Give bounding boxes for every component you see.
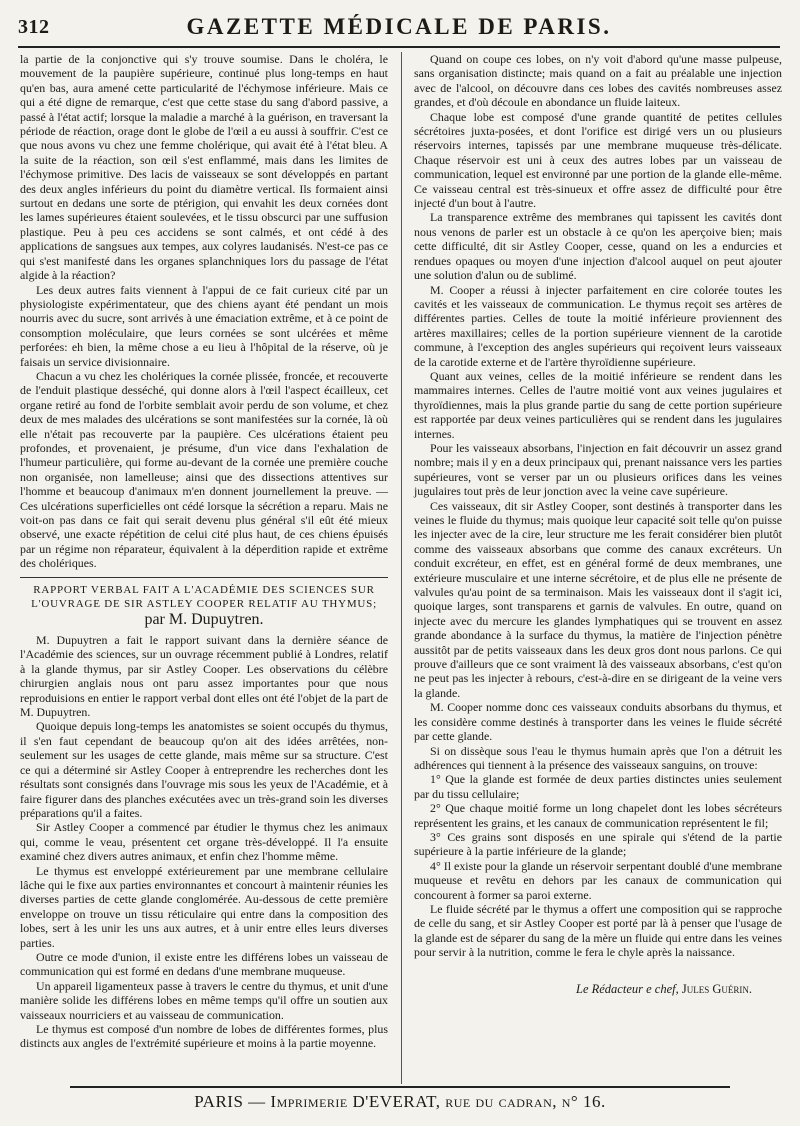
- paragraph: la partie de la conjonctive qui s'y trouve soumise. Dans le choléra, le mouvement de la paupière supérieure, continué plus long-temps en haut qu'en bas, aura amené cette particularité de l'échymose inférieure. Mais ce qui a été digne de remarque, c'est que cette stase du sang d'abord passive, a passé à l'état actif; lorsque la maladie a marché à la guérison, en traversant la période de réaction, orage dont le globe de l'œil a eu aussi à souffrir. C'est ce que nous avons vu chez une femme cholérique, qui avait été à l'état bleu. A la suite de la réaction, son œil s'est enflammé, mais dans les limites de l'échymose primitive. Des lacis de vaisseaux se sont développés en partant des deux angles inférieurs du point du diamètre vertical. Ils formaient ainsi surtout en dedans une sorte de ptérigion, qui envahit les deux cornées dont les lames supérieures étaient soulevées, et le tissu obscurci par une suffusion plastique. Peu à peu ces accidens se sont calmés, et ont cédé à des applications de sangsues aux tempes, aux colyres laudanisés. N'est-ce pas ce qui s'est manifesté dans les organes splanchniques lors du passage de l'état algide à la réaction?: [20, 52, 388, 283]
- imprint-footer: [0, 1092, 800, 1112]
- paragraph: M. Cooper nomme donc ces vaisseaux conduits absorbans du thymus, et les considère comme destinés à transporter dans les veines le fluide sécrété par cette glande.: [414, 700, 782, 744]
- signature-name: Jules Guérin.: [681, 981, 752, 996]
- paragraph: Quand on coupe ces lobes, on n'y voit d'abord qu'une masse pulpeuse, sans organisation distincte; mais quand on a fait au préalable une injection avec de l'alcool, on découvre dans ces lobes des cavités nombreuses assez grandes, et d'où découle en abondance un fluide laiteux.: [414, 52, 782, 110]
- editor-signature: [414, 982, 782, 996]
- article-separator: [20, 577, 388, 578]
- footer-address: rue du cadran, n° 16.: [440, 1092, 606, 1111]
- list-item: 2° Que chaque moitié forme un long chapelet dont les lobes sécréteurs représentent les grains, et les canaux de communication représentent le fil;: [414, 801, 782, 830]
- right-column: [414, 52, 782, 996]
- paragraph: Quoique depuis long-temps les anatomistes se soient occupés du thymus, il s'en faut cependant de beaucoup qu'on ait des idées arrêtées, non-seulement sur les usages de cette glande, mais même sur sa structure. C'est ce qui a déterminé sir Astley Cooper à entreprendre les recherches dont les résultats sont consignés dans l'ouvrage mis sous les yeux de l'Académie, et à faire figurer dans des planches exécutées avec un très-grand soin les diverses préparations qu'il a faites.: [20, 719, 388, 820]
- paragraph: Un appareil ligamenteux passe à travers le centre du thymus, et unit d'une manière solide les différens lobes en même temps qu'il offre un soutien aux vaisseaux nourriciers et au vaisseau de communication.: [20, 978, 388, 1022]
- footer-dash: —: [243, 1092, 271, 1111]
- list-item: 4° Il existe pour la glande un réservoir serpentant doublé d'une membrane muqueuse et revêtu en dehors par les canaux de communication qui concourent à former sa paroi externe.: [414, 858, 782, 902]
- journal-title: GAZETTE MÉDICALE DE PARIS.: [186, 14, 612, 39]
- paragraph: Chacun a vu chez les cholériques la cornée plissée, froncée, et recouverte de l'enduit plastique desséché, qui donne alors à l'œil l'aspect écailleux, cet organe retiré au fond de l'orbite semblait avoir perdu de son volume, et chez deux de mes malades des ulcérations se sont manifestées sur la cornée, là où elle n'était pas recouverte par la paupière. Ces ulcérations étaient peu profondes, et provenaient, je présume, d'un vice dans l'exhalation de l'humeur particulière, qui forme au-devant de la cornée une première couche non organisée, non lamelleuse; ainsi que des dissections attentives sur l'homme et beaucoup d'animaux m'en donnent journellement la preuve. — Ces ulcérations superficielles ont cédé lorsque la sécrétion a reparu. Mais ne voit-on pas dans ce fait qui serait devenu plus général s'il eût été mieux observé, une exacte répétition de celui cité plus haut, de ces chiens épuisés par un régime non réparateur, équivalent à la déperdition rapide et extrême des cholériques.: [20, 368, 388, 571]
- article-byline: par M. Dupuytren.: [144, 610, 264, 628]
- paragraph: M. Cooper a réussi à injecter parfaitement en cire colorée toutes les cavités et les vaisseaux de communication. Le thymus reçoit ses artères de différentes parties. Celles de toute la moitié inférieure proviennent des artères maxillaires; celles de la portion supérieure viennent de la carotide commune, à l'exception des angles supérieurs qui reçoivent leurs vaisseaux de la carotide externe et de l'artère thyroïdienne supérieure.: [414, 282, 782, 369]
- paragraph: Chaque lobe est composé d'une grande quantité de petites cellules sécrétoires juxta-posées, et dont l'orifice est dirigé vers un ou plusieurs réservoirs internes, tapissés par une membrane muqueuse très-délicate. Chaque réservoir est uni à ceux des autres lobes par un vaisseau de communication, lequel est environné par une portion de la glande elle-même. Ce vaisseau central est très-sinueux et offre assez de difficulté pour être injecté d'un bout à l'autre.: [414, 109, 782, 211]
- paragraph: M. Dupuytren a fait le rapport suivant dans la dernière séance de l'Académie des sciences, sur un ouvrage récemment publié à Londres, relatif à la glande thymus, par sir Astley Cooper. Les observations du célèbre chirurgien anglais nous ont paru assez importantes pour que nous reproduisions en entier le rapport verbal dont elles ont été l'objet de la part de M. Dupuytren.: [20, 633, 388, 720]
- page-header: [18, 14, 780, 44]
- paragraph: Les deux autres faits viennent à l'appui de ce fait curieux cité par un physiologiste expérimentateur, que des chiens ayant été pendant un mois nourris avec du sucre, sont arrivés à une émaciation extrême, et à ce point de consomption moléculaire, que leurs cornées se sont ulcérées et même perforées: eh bien, la même chose a eu lieu à l'hôpital de la réserve, où je faisais un service divisionnaire.: [20, 282, 388, 369]
- list-item: 3° Ces grains sont disposés en une spirale qui s'étend de la partie supérieure à la partie inférieure de la glande;: [414, 829, 782, 859]
- list-item: 1° Que la glande est formée de deux parties distinctes unies seulement par du tissu cellulaire;: [414, 772, 782, 801]
- footer-rule: [70, 1086, 730, 1088]
- paragraph: Le thymus est enveloppé extérieurement par une membrane cellulaire lâche qui le fixe aux parties environnantes et concourt à maintenir réunies les diverses parties de cette glande conglomérée. Au-dessous de cette première enveloppe on trouve un tissu réticulaire qui entre dans la composition des lobes, sert à les unir les uns aux autres, et à unir entre elles leurs diverses parties.: [20, 863, 388, 950]
- paragraph: Sir Astley Cooper a commencé par étudier le thymus chez les animaux qui, comme le veau, présentent cet organe très-développé. Il l'a ensuite examiné chez divers autres animaux, et enfin chez l'homme même.: [20, 820, 388, 864]
- page-number: 312: [18, 16, 50, 38]
- paragraph: Quant aux veines, celles de la moitié inférieure se rendent dans les mammaires internes. Celles de l'autre moitié vont aux veines jugulaires et thyroïdiennes, mais la plus grande partie du sang de cette portion supérieure est rapportée par deux veines particulières qui se rendent dans les jugulaires internes.: [414, 368, 782, 441]
- signature-label: Le Rédacteur e chef,: [576, 981, 679, 996]
- paragraph: Pour les vaisseaux absorbans, l'injection en fait découvrir un assez grand nombre; mais il y en a deux principaux qui, prenant naissance vers les parties supérieures, vont se verser par un ou plusieurs orifices dans les veines jugulaires tout près de leur jonction avec la veine cave supérieure.: [414, 440, 782, 499]
- paragraph: Le thymus est composé d'un nombre de lobes de différentes formes, plus distincts aux angles de l'extrémité supérieure et moins à la partie moyenne.: [20, 1022, 388, 1051]
- header-rule: [18, 46, 780, 48]
- paragraph: Si on dissèque sous l'eau le thymus humain après que l'on a détruit les adhérences qui tiennent à la présence des vaisseaux sanguins, on trouve:: [414, 743, 782, 772]
- paragraph: Le fluide sécrété par le thymus a offert une composition qui se rapproche de celle du sang, et sir Astley Cooper est porté par là à penser que l'usage de la glande est de séparer du sang de la mère un fluide qui entre dans les veines pour servir à la nutrition, comme le fera le chyle après la naissance.: [414, 901, 782, 960]
- paragraph: Outre ce mode d'union, il existe entre les différens lobes un vaisseau de communication qui est formé en dedans d'une membrane muqueuse.: [20, 949, 388, 979]
- column-divider: [401, 52, 402, 1084]
- footer-printer: Imprimerie D'EVERAT,: [270, 1092, 441, 1111]
- article-heading: RAPPORT VERBAL FAIT A L'ACADÉMIE DES SCIENCES SUR L'OUVRAGE DE SIR ASTLEY COOPER RELATIF AU THYMUS;: [31, 583, 377, 610]
- footer-city: PARIS: [194, 1092, 244, 1111]
- left-column: [20, 52, 388, 1051]
- paragraph: La transparence extrême des membranes qui tapissent les cavités dont nous venons de parler est un obstacle à ce qu'on les aperçoive bien; mais cette difficulté, dit sir Astley Cooper, cesse, quand on les a endurcies et rendues opaques ou moyen d'une injection d'alcool auquel on peut ajouter une solution d'alun ou de sublimé.: [414, 210, 782, 283]
- paragraph: Ces vaisseaux, dit sir Astley Cooper, sont destinés à transporter dans les veines le fluide du thymus; mais quoique leur capacité soit telle qu'on puisse les injecter avec de la cire, leur structure me les ferait considérer bien plutôt comme des vaisseaux absorbans que comme des canaux excréteurs. Un conduit excréteur, en effet, est en général formé de deux membranes, une extérieure musculaire et une interne sécrétoire, et de plus elle ne présente de valvules qu'au point de sa terminaison. Mais les vaisseaux dont il s'agit ici, quoique larges, sont transparens et garnis de valvules. En outre, quand on injecte avec du mercure les glandes lymphatiques qui se trouvent en assez grande abondance à la surface du thymus, la matière de l'injection pénètre aussitôt par de petits vaisseaux dans les deux gros dont nous parlons. Ce qui prouve d'ailleurs que ce sont vraiment là des vaisseaux absorbans, c'est qu'on ne peut pas les injecter à rebours, c'est-à-dire en se dirigeant de la veine vers la glande.: [414, 498, 782, 700]
